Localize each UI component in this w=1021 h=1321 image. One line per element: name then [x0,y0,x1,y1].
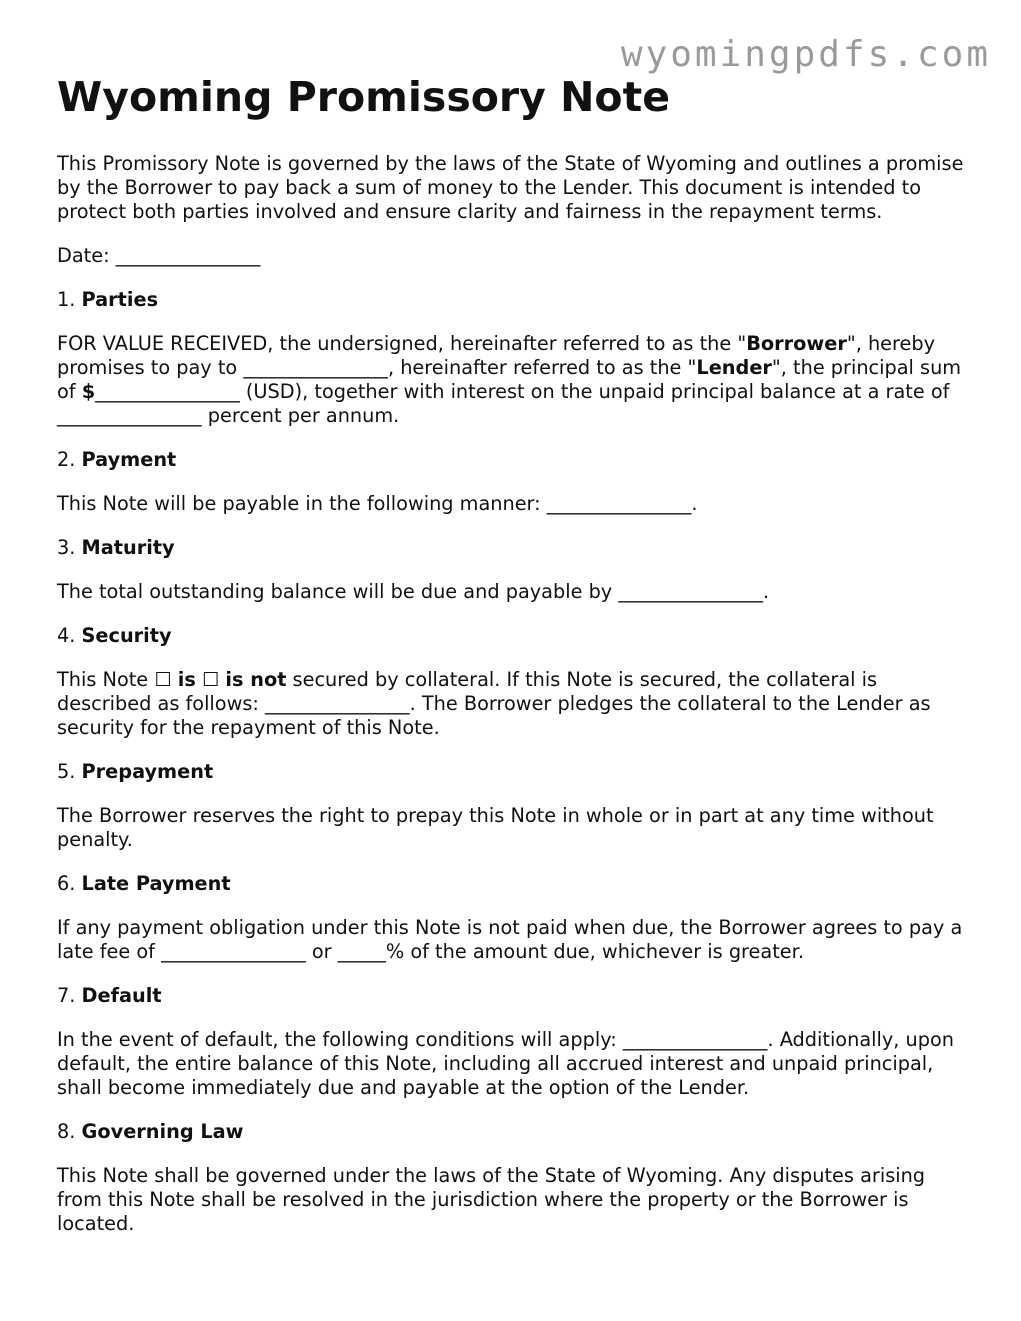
lender-term: Lender [696,356,772,379]
date-label: Date: [57,244,110,267]
checkbox-is-not-icon[interactable]: ☐ [201,668,220,691]
option-is-not: is not [225,668,287,691]
interest-rate-blank[interactable]: _______________ [57,404,202,427]
section-body-maturity: The total outstanding balance will be due and payable by _______________. [57,580,770,603]
section-body-payment: This Note will be payable in the following manner: _______________. [57,492,698,515]
borrower-term: Borrower [746,332,847,355]
maturity-date-blank[interactable]: _______________ [618,580,763,603]
section-body-security: This Note ☐ is ☐ is not secured by collateral. If this Note is secured, the collateral is described as follows: _______________. The Borrower pledges the collateral to the Lender as security for the repayment of this Note. [57,668,931,739]
late-fee-percent-blank[interactable]: _____ [337,940,386,963]
checkbox-is-icon[interactable]: ☐ [154,668,172,691]
section-heading-governing-law: 8. Governing Law [57,1120,244,1143]
section-heading-default: 7. Default [57,984,162,1007]
section-heading-parties: 1. Parties [57,288,159,311]
site-watermark: wyomingpdfs.com [620,34,991,75]
document-body [57,70,972,1256]
section-body-default: In the event of default, the following conditions will apply: _______________. Additionally, upon default, the entire balance of this Note, including all accrued interest and unpaid principal, shall become immediately due and payable at the option of the Lender. [57,1028,954,1099]
payment-manner-blank[interactable]: _______________ [546,492,692,515]
option-is: is [177,668,196,691]
collateral-blank[interactable]: _______________ [265,692,410,715]
section-body-prepayment: The Borrower reserves the right to prepay this Note in whole or in part at any time without penalty. [57,804,934,851]
dollar-sign: $ [81,380,96,403]
section-heading-payment: 2. Payment [57,448,177,471]
document-title: Wyoming Promissory Note [57,73,670,121]
section-body-governing-law: This Note shall be governed under the laws of the State of Wyoming. Any disputes arising from this Note shall be resolved in the jurisdiction where the property or the Borrower is located. [57,1164,926,1235]
section-body-late-payment: If any payment obligation under this Note is not paid when due, the Borrower agrees to pay a late fee of _______________ or _____% of the amount due, whichever is greater. [57,916,963,963]
date-line [57,244,972,268]
section-heading-prepayment: 5. Prepayment [57,760,214,783]
date-blank[interactable]: _______________ [115,244,261,267]
lender-name-blank[interactable]: _______________ [243,356,388,379]
default-conditions-blank[interactable]: _______________ [622,1028,768,1051]
section-heading-late-payment: 6. Late Payment [57,872,231,895]
principal-sum-blank[interactable]: _______________ [95,380,240,403]
intro-paragraph: This Promissory Note is governed by the laws of the State of Wyoming and outlines a promise by the Borrower to pay back a sum of money to the Lender. This document is intended to protect both parties involved and ensure clarity and fairness in the repayment terms. [57,152,964,223]
section-body-parties: FOR VALUE RECEIVED, the undersigned, hereinafter referred to as the "Borrower", hereby promises to pay to _______________, hereinafter referred to as the "Lender", the principal sum of $_______________ (USD), together with interest on the unpaid principal balance at a rate of _______________ percent per annum. [57,332,962,427]
section-heading-security: 4. Security [57,624,172,647]
section-heading-maturity: 3. Maturity [57,536,175,559]
late-fee-blank[interactable]: _______________ [161,940,306,963]
